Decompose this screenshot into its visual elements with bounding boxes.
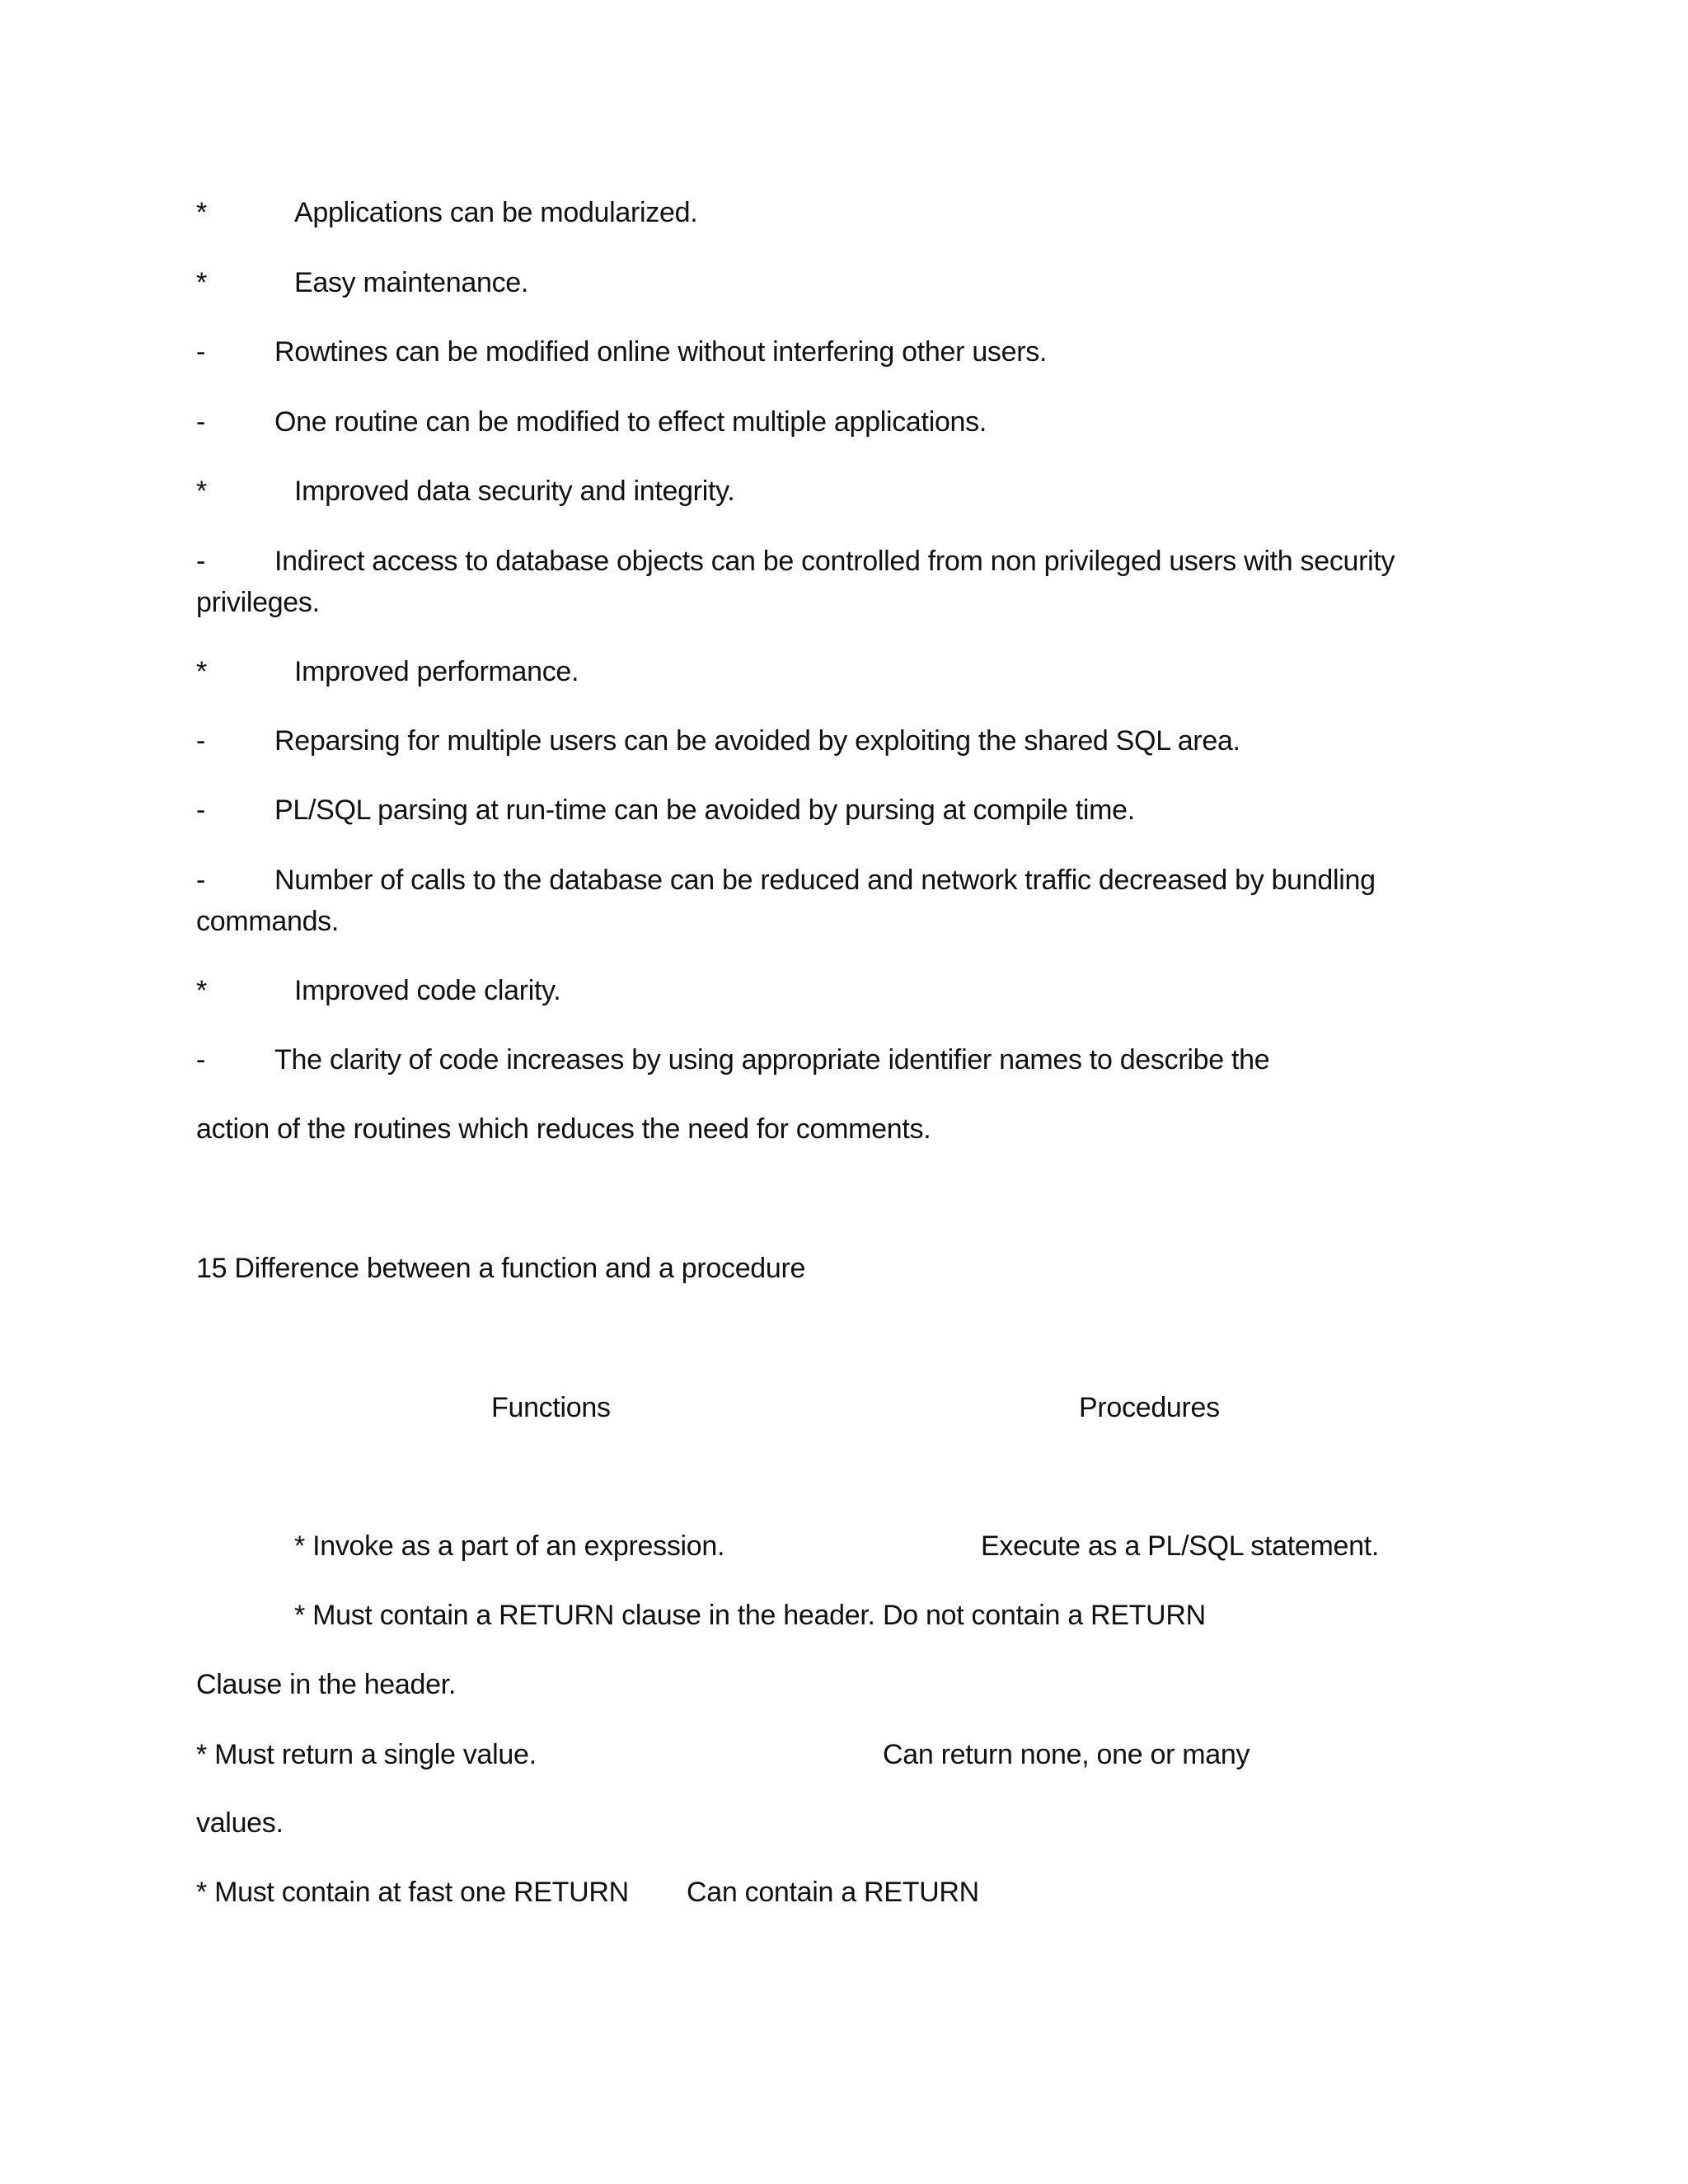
star-bullet: *: [196, 476, 208, 507]
function-trait: * Must contain at fast one RETURN: [196, 1877, 629, 1908]
procedure-trait: Do not contain a RETURN: [883, 1600, 1206, 1631]
row-continuation: values.: [196, 1807, 284, 1839]
list-item: Indirect access to database objects can be controlled from non privileged users with security: [274, 546, 1395, 577]
list-item: PL/SQL parsing at run-time can be avoided by pursing at compile time.: [274, 794, 1135, 826]
paragraph-line: action of the routines which reduces the need for comments.: [196, 1113, 931, 1145]
column-header-functions: Functions: [491, 1392, 611, 1423]
function-trait: * Must return a single value.: [196, 1739, 537, 1770]
list-item: Applications can be modularized.: [294, 197, 698, 228]
dash-bullet: -: [196, 336, 206, 368]
row-continuation: Clause in the header.: [196, 1669, 457, 1700]
procedure-trait: Execute as a PL/SQL statement.: [981, 1530, 1380, 1562]
list-item: Number of calls to the database can be reduced and network traffic decreased by bundling: [274, 865, 1376, 896]
procedure-trait: Can return none, one or many: [883, 1739, 1250, 1770]
list-item: One routine can be modified to effect multiple applications.: [274, 406, 987, 438]
dash-bullet: -: [196, 725, 206, 757]
list-item-continuation: commands.: [196, 906, 340, 937]
star-bullet: *: [196, 267, 208, 298]
function-trait: * Invoke as a part of an expression.: [294, 1530, 725, 1562]
star-bullet: *: [196, 656, 208, 687]
list-item: Rowtines can be modified online without interfering other users.: [274, 336, 1048, 368]
list-item: Improved performance.: [294, 656, 579, 687]
dash-bullet: -: [196, 546, 206, 577]
star-bullet: *: [196, 975, 208, 1006]
dash-bullet: -: [196, 794, 206, 826]
list-item: The clarity of code increases by using appropriate identifier names to describe the: [274, 1044, 1270, 1076]
dash-bullet: -: [196, 865, 206, 896]
dash-bullet: -: [196, 1044, 206, 1076]
list-item-continuation: privileges.: [196, 587, 320, 618]
list-item: Improved code clarity.: [294, 975, 561, 1006]
procedure-trait: Can contain a RETURN: [687, 1877, 979, 1908]
list-item: Easy maintenance.: [294, 267, 529, 298]
function-trait: * Must contain a RETURN clause in the header.: [294, 1600, 875, 1631]
section-heading: 15 Difference between a function and a procedure: [196, 1253, 806, 1284]
list-item: Improved data security and integrity.: [294, 476, 735, 507]
column-header-procedures: Procedures: [1079, 1392, 1220, 1423]
dash-bullet: -: [196, 406, 206, 438]
list-item: Reparsing for multiple users can be avoided by exploiting the shared SQL area.: [274, 725, 1240, 757]
star-bullet: *: [196, 197, 208, 228]
